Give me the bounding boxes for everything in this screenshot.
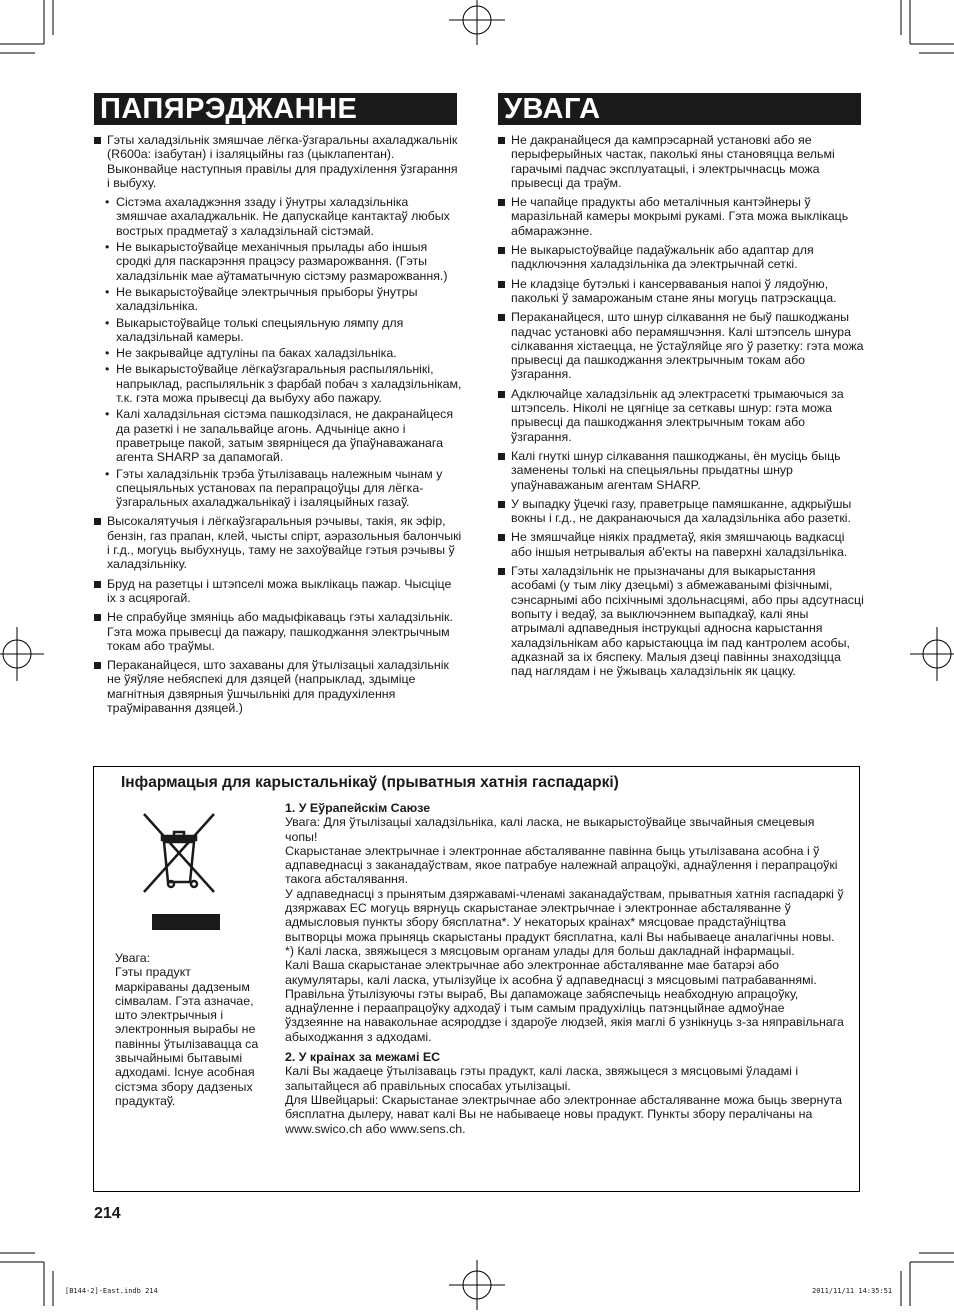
- sub-list-item: • Не выкарыстоўвайце электрычныя прыборы ўнутры халадзільніка.: [94, 285, 462, 314]
- list-item: Гэты халадзільнік не прызначаны для выкарыстання асобамі (у тым ліку дзецьмі) з абмежаванымі фізічнымі, сэнсарнымі або псіхічнымі здольнасцямі, або пры адсутнасці вопыту і ведаў, за выключэннем выпадкаў, калі яны атрымалі адпаведныя інструкцыі адносна карыстання халадзільнікам або карыстаюцца ім пад кантролем асобы, адказнай за іх бяспеку. Малыя дзеці павінны знаходзіцца пад наглядам і не ўжываць халадзільнік як цацку.: [498, 564, 864, 678]
- list-item: Не спрабуйце змяніць або мадыфікаваць гэты халадзільнік. Гэта можа прывесці да пажару, пашкоджання электрычным токам або траўмы.: [94, 610, 462, 653]
- paragraph: Для Швейцарыі: Скарыстанае электрычнае або электроннае абсталяванне можа быць звернута бясплатна дылеру, нават калі Вы не набываеце новы прадукт. Пункты збору пералічаны на www.swico.ch або www.sens.ch.: [285, 1092, 842, 1136]
- list-item: Не выкарыстоўвайце падаўжальнік або адаптар для падключэння халадзільніка да электрычнай сеткі.: [498, 243, 864, 272]
- wee-symbol-note: Увага: Гэты прадукт маркіраваны дадзеным сімвалам. Гэта азначае, што электрычныя і электронныя вырабы не павінны ўтылізавацца са звычайнымі бытавымі адходамі. Існуе асобная сістэма збору дадзеных прадуктаў.: [115, 951, 259, 1108]
- paragraph: У адпаведнасці з прынятым дзяржавамі-членамі заканадаўствам, прыватныя хатнія гаспадаркі ў дзяржавах ЕС могуць вярнуць скарыстанае электрычнае і электроннае абсталяванне ў адмысловыя пункты збору бясплатна*. У некаторых краінах* мясцовае прадстаўніцтва вытворцы можа прыняць скарыстаны прадукт бясплатна, калі Вы набываеце аналагічны новы.: [285, 886, 844, 944]
- sub-list-item: • Калі халадзільная сістэма пашкодзілася, не дакранайцеся да разеткі і не запальвайце агонь. Адчыніце акно і праветрыце пакой, затым звярніцеся да ўпаўнаважанага агента SHARP за дапамогай.: [94, 407, 462, 464]
- list-item: Не дакранайцеся да кампрэсарнай установкі або яе перыферыйных частак, паколькі яны становяцца вельмі гарачымі падчас эксплуатацыі, і электрычнасць можа прывесці да траўм.: [498, 133, 864, 190]
- crossed-bin-icon: [140, 810, 220, 935]
- info-title: Інфармацыя для карыстальнікаў (прыватныя хатнія гаспадаркі): [121, 774, 619, 791]
- caution-heading: УВАГА: [498, 93, 861, 125]
- paragraph: *) Калі ласка, звяжыцеся з мясцовым органам улады для больш дакладнай інфармацыі.: [285, 943, 795, 958]
- paragraph: Скарыстанае электрычнае і электроннае абсталяванне павінна быць утылізавана асобна і ў адпаведнасці з заканадаўствам, якое патрабуе належнай апрацоўкі, аднаўлення і перапрацоўкі такога абсталявання.: [285, 843, 838, 887]
- list-item: Гэты халадзільнік змяшчае лёгка-ўзгаральны ахаладжальнік (R600a: ізабутан) і ізаляцыйны газ (цыклапентан). Выконвайце наступныя правілы для прадухілення ўзгарання і выбуху.: [94, 133, 462, 190]
- paragraph: Калі Ваша скарыстанае электрычнае або электроннае абсталяванне мае батарэі або акумулятары, калі ласка, утылізуйце іх асобна ў адпаведнасці з мясцовымі патрабаваннямі.: [285, 958, 817, 987]
- list-item: Не кладзіце бутэлькі і кансерваваныя напоі ў лядоўню, паколькі ў замарожаным стане яны могуць патрэскацца.: [498, 277, 864, 306]
- disposal-details: [285, 801, 845, 1136]
- paragraph: Увага: Для ўтылізацыі халадзільніка, калі ласка, не выкарыстоўвайце звычайныя смецевыя чопы!: [285, 815, 815, 844]
- list-item: Не чапайце прадукты або металічныя кантэйнеры ў маразільнай камеры мокрымі рукамі. Гэта можа выклікаць абмаражэнне.: [498, 195, 864, 238]
- non-eu-heading: 2. У краінах за межамі ЕС: [285, 1050, 441, 1065]
- sub-list-item: • Сістэма ахаладжэння ззаду і ўнутры халадзільніка змяшчае ахаладжальнік. Не дапускайце кантактаў любых вострых прадметаў з халадзільнай сістэмай.: [94, 195, 462, 238]
- sub-list-item: • Гэты халадзільнік трэба ўтылізаваць належным чынам у спецыяльных установах па перапрацоўцы для лёгка-ўзгаральных ахаладжальнікаў і ізаляцыйных газаў.: [94, 467, 462, 510]
- caution-column: [498, 133, 864, 683]
- registration-mark-icon: [447, 0, 507, 50]
- warning-heading: ПАПЯРЭДЖАННЕ: [94, 93, 457, 125]
- registration-mark-icon: [904, 624, 954, 684]
- sub-list-item: • Не выкарыстоўвайце лёгкаўзгаральныя распыляльнікі, напрыклад, распыляльнік з фарбай побач з халадзільнікам, т.к. гэта можа прывесці да выбуху або пажару.: [94, 362, 462, 405]
- list-item: Пераканайцеся, што шнур сілкавання не быў пашкоджаны падчас установкі або перамяшчэння. Калі штэпсель шнура сілкавання хістаецца, не ўстаўляйце яго ў разетку: гэта можа прывесці да пашкоджання электрычным токам або ўзгарання.: [498, 310, 864, 381]
- list-item: Высокалятучыя і лёгкаўзгаральныя рэчывы, такія, як эфір, бензін, газ прапан, клей, чысты спірт, аэразольныя балончыкі і г.д., могуць выбухнуць, таму не захоўвайце гэтыя рэчывы ў халадзільніку.: [94, 514, 462, 571]
- list-item: У выпадку ўцечкі газу, праветрыце памяшканне, адкрыўшы вокны і г.д., не дакранаючыся да халадзільніка або разеткі.: [498, 497, 864, 526]
- list-item: Калі гнуткі шнур сілкавання пашкоджаны, ён мусіць быць заменены толькі на спецыяльны прыдатны шнур упаўнаважаным агентам SHARP.: [498, 449, 864, 492]
- paragraph: Калі Вы жадаеце ўтылізаваць гэты прадукт, калі ласка, звяжыцеся з мясцовымі ўладамі і запытайцеся аб правільных спосабах утылізацыі.: [285, 1064, 799, 1093]
- list-item: Бруд на разетцы і штэпселі можа выклікаць пажар. Чысціце іх з асцярогай.: [94, 577, 462, 606]
- sub-list: [94, 195, 462, 509]
- list-item: Пераканайцеся, што захаваны для ўтылізацыі халадзільнік не ўяўляе небяспекі для дзяцей (напрыклад, здыміце магнітныя дзвярныя ўшчыльнікі для прадухілення траўміравання дзяцей.): [94, 658, 462, 715]
- list-item: Адключайце халадзільнік ад электрасеткі трымаючыся за штэпсель. Ніколі не цягніце за сеткавы шнур: гэта можа прывесці да пашкоджання электрычным токам або ўзгарання.: [498, 387, 864, 444]
- list-item: Не змяшчайце ніякіх прадметаў, якія змяшчаюць вадкасці або іншыя нетрывалыя аб'екты на паверхні халадзільніка.: [498, 530, 864, 559]
- page-number: 214: [94, 1205, 121, 1222]
- paragraph: Правільна ўтылізуючы гэты выраб, Вы дапаможаце забяспечыць неабходную апрацоўку, аднаўленне і пераапрацоўку адходаў і тым самым прадухіліць патэнцыйнае адмоўнае ўздзеянне на навакольнае асяроддзе і здароўе людзей, якія маглі б узнікнуць з-за няправільнага абыходжання з адходамі.: [285, 986, 844, 1044]
- file-info: [B144-2]-East.indb 214: [65, 1287, 158, 1295]
- registration-mark-icon: [0, 624, 50, 684]
- sub-list-item: • Не выкарыстоўвайце механічныя прылады або іншыя сродкі для паскарэння працэсу размарожвання. (Гэты халадзільнік мае аўтаматычную сістэму размарожвання.): [94, 240, 462, 283]
- warning-column: [94, 133, 462, 720]
- sub-list-item: • Выкарыстоўвайце толькі спецыяльную лямпу для халадзільнай камеры.: [94, 316, 462, 345]
- print-date: 2011/11/11 14:35:51: [812, 1287, 893, 1295]
- registration-mark-icon: [447, 1255, 507, 1315]
- eu-heading: 1. У Еўрапейскім Саюзе: [285, 801, 431, 815]
- sub-list-item: • Не закрывайце адтуліны па баках халадзільніка.: [94, 346, 462, 360]
